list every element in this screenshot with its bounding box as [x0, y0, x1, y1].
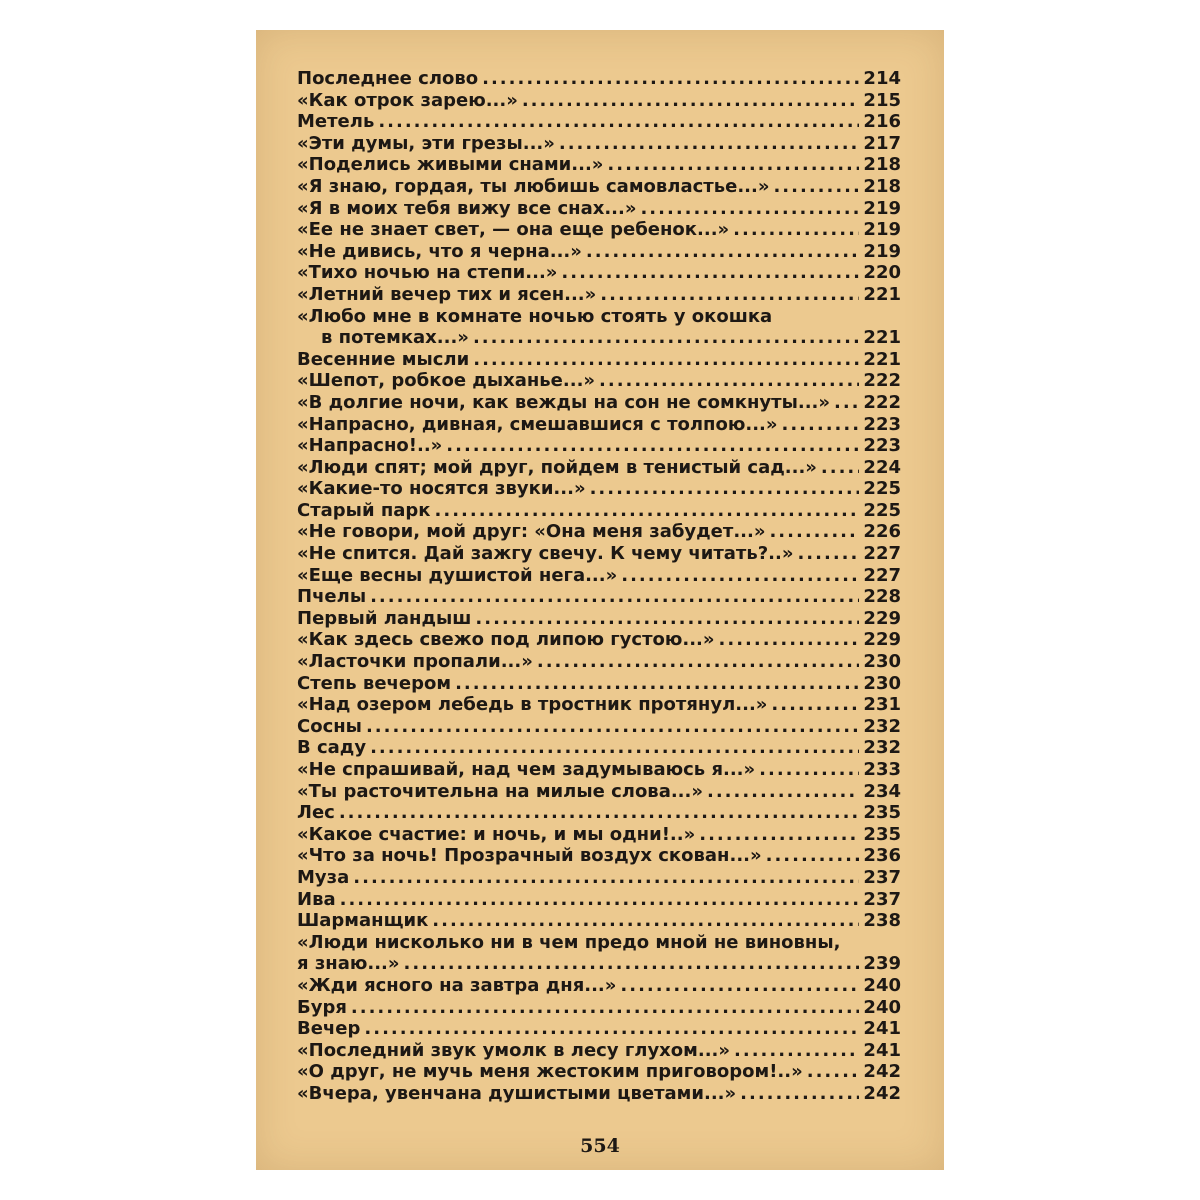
toc-entry: [297, 478, 901, 500]
toc-entry-title: Метель: [297, 111, 375, 133]
toc-entry-page-number: 223: [863, 435, 901, 457]
toc-entry-title: «Ласточки пропали...»: [297, 651, 533, 673]
toc-entry: [297, 500, 901, 522]
toc-entry-title: «Эти думы, эти грезы...»: [297, 132, 555, 154]
toc-entry: [297, 457, 901, 479]
toc-entry-page-number: 241: [863, 1039, 901, 1061]
dot-leader: [707, 781, 859, 803]
toc-entry-page-number: 227: [863, 543, 901, 565]
toc-entry: [297, 262, 901, 284]
toc-entry-title: «Любо мне в комнате ночью стоять у окошка: [297, 305, 773, 327]
toc-entry-page-number: 218: [863, 154, 901, 176]
toc-entry: [297, 521, 901, 543]
toc-entry-page-number: 222: [863, 391, 901, 413]
dot-leader: [600, 284, 859, 306]
dot-leader: [473, 327, 859, 349]
toc-entry-title: Последнее слово: [297, 68, 479, 89]
toc-entry-title: «Шепот, робкое дыханье...»: [297, 370, 596, 392]
toc-entry: [297, 694, 901, 716]
toc-entry-title: «Как здесь свежо под липою густою...»: [297, 629, 715, 651]
toc-entry-page-number: 215: [863, 89, 901, 111]
toc-entry: [297, 111, 901, 133]
book-page: [256, 30, 944, 1170]
dot-leader: [351, 997, 860, 1019]
toc-entry-page-number: 223: [863, 413, 901, 435]
toc-entry: [297, 737, 901, 759]
toc-entry-title: «Не спрашивай, над чем задумываюсь я...»: [297, 759, 756, 780]
toc-entry: [297, 198, 901, 220]
toc-entry-page-number: 230: [863, 672, 901, 694]
toc-entry-title-continuation: в потемках...»: [321, 327, 469, 349]
toc-entry-page-number: 229: [863, 607, 901, 629]
toc-entry: [297, 889, 901, 911]
toc-entry: [297, 1040, 901, 1062]
toc-entry-page-number: 240: [863, 996, 901, 1018]
toc-entry-page-number: 222: [863, 370, 901, 392]
toc-entry-page-number: 232: [863, 715, 901, 737]
toc-entry: [297, 370, 901, 392]
toc-entry-page-number: 225: [863, 478, 901, 500]
toc-entry-page-number: 236: [863, 845, 901, 867]
toc-entry-page-number: 234: [863, 780, 901, 802]
dot-leader: [586, 241, 860, 263]
toc-entry-title: «Жди ясного на завтра дня...»: [297, 974, 617, 996]
dot-leader: [435, 500, 860, 522]
dot-leader: [475, 608, 859, 630]
toc-entry-title: «Вчера, увенчана душистыми цветами...»: [297, 1082, 737, 1104]
toc-entry-title-continuation: я знаю...»: [297, 953, 400, 975]
toc-entry: [297, 392, 901, 414]
toc-entry-page-number: 235: [863, 802, 901, 824]
toc-entry-title: Старый парк: [297, 499, 431, 521]
dot-leader: [455, 673, 859, 695]
toc-entry-page-number: 231: [863, 694, 901, 716]
toc-entry: [297, 306, 901, 349]
toc-entry-title: Первый ландыш: [297, 607, 472, 629]
toc-entry: [297, 997, 901, 1019]
dot-leader: [599, 370, 859, 392]
toc-entry: [297, 154, 901, 176]
toc-entry: [297, 802, 901, 824]
toc-entry-title: Лес: [297, 802, 335, 824]
toc-entry-title: «Что за ночь! Прозрачный воздух скован...»: [297, 845, 762, 867]
dot-leader: [446, 435, 859, 457]
toc-entry-title: «В долгие ночи, как вежды на сон не сомкнуты...»: [297, 391, 830, 413]
toc-entry-page-number: 229: [863, 629, 901, 651]
toc-entry: [297, 133, 901, 155]
dot-leader: [620, 975, 859, 997]
dot-leader: [640, 198, 859, 220]
dot-leader: [366, 716, 859, 738]
toc-entry-title: Степь вечером: [297, 672, 452, 694]
dot-leader: [370, 737, 859, 759]
dot-leader: [771, 694, 859, 716]
toc-entry-title: «Какие-то носятся звуки...»: [297, 478, 586, 500]
toc-entry: [297, 414, 901, 436]
toc-entry-page-number: 242: [863, 1082, 901, 1104]
toc-entry-title: «Еще весны душистой нега...»: [297, 564, 618, 586]
dot-leader: [353, 867, 859, 889]
toc-entry-page-number: 228: [863, 586, 901, 608]
toc-entry-page-number: 216: [863, 111, 901, 133]
page-number: 554: [580, 1135, 620, 1157]
toc-entry: [297, 629, 901, 651]
toc-entry: [297, 910, 901, 932]
dot-leader: [759, 759, 859, 781]
toc-entry-page-number: 221: [863, 327, 901, 349]
dot-leader: [797, 543, 859, 565]
table-of-contents: [297, 68, 901, 1105]
toc-entry-page-number: 233: [863, 759, 901, 780]
toc-entry: [297, 435, 901, 457]
toc-entry: [297, 651, 901, 673]
dot-leader: [559, 133, 860, 155]
toc-entry-page-number: 219: [863, 219, 901, 241]
toc-entry: [297, 543, 901, 565]
toc-entry-title: «Над озером лебедь в тростник протянул...»: [297, 694, 768, 716]
dot-leader: [807, 1061, 860, 1083]
dot-leader: [733, 219, 859, 241]
toc-entry-page-number: 230: [863, 651, 901, 673]
toc-entry-title: «Люди спят; мой друг, пойдем в тенистый сад...»: [297, 456, 817, 478]
toc-entry-title: «Я в моих тебя вижу все снах...»: [297, 197, 637, 219]
toc-entry-page-number: 220: [863, 262, 901, 284]
toc-entry-page-number: 219: [863, 240, 901, 262]
toc-entry: [297, 932, 901, 975]
toc-entry-page-number: 214: [863, 68, 901, 89]
toc-entry-title: Вечер: [297, 1018, 361, 1040]
toc-entry-title: «О друг, не мучь меня жестоким приговором!..»: [297, 1061, 803, 1083]
toc-entry: [297, 284, 901, 306]
toc-entry-title: Ива: [297, 888, 336, 910]
dot-leader: [769, 521, 859, 543]
toc-entry-title: «Не говори, мой друг: «Она меня забудет...»: [297, 521, 766, 543]
toc-entry: [297, 219, 901, 241]
toc-entry-title: «Напрасно, дивная, смешавшися с толпою...»: [297, 413, 778, 435]
toc-entry-title: «Я знаю, гордая, ты любишь самовластье...»: [297, 175, 770, 197]
toc-entry: [297, 824, 901, 846]
dot-leader: [339, 802, 860, 824]
dot-leader: [473, 349, 859, 371]
toc-entry-page-number: 221: [863, 283, 901, 305]
toc-entry-page-number: 227: [863, 564, 901, 586]
toc-entry-page-number: 242: [863, 1061, 901, 1083]
toc-entry-title: «Какое счастие: и ночь, и мы одни!..»: [297, 823, 696, 845]
toc-entry-title: «Люди нисколько ни в чем предо мной не виновны,: [297, 931, 841, 953]
toc-entry-title: Муза: [297, 866, 350, 888]
dot-leader: [740, 1083, 859, 1105]
toc-entry-title: В саду: [297, 737, 367, 759]
toc-entry: [297, 608, 901, 630]
toc-entry-page-number: 221: [863, 348, 901, 370]
toc-entry-title: «Ты расточительна на милые слова...»: [297, 780, 703, 802]
dot-leader: [621, 565, 859, 587]
toc-entry-title: Пчелы: [297, 586, 367, 608]
dot-leader: [432, 910, 859, 932]
toc-entry: [297, 349, 901, 371]
toc-entry-title: Шарманщик: [297, 910, 429, 932]
toc-entry-page-number: 225: [863, 499, 901, 521]
toc-entry: [297, 241, 901, 263]
dot-leader: [561, 262, 859, 284]
dot-leader: [482, 68, 859, 90]
toc-entry-page-number: 235: [863, 823, 901, 845]
dot-leader: [590, 478, 860, 500]
dot-leader: [364, 1018, 859, 1040]
toc-entry-title: «Ее не знает свет, — она еще ребенок...»: [297, 219, 730, 241]
dot-leader: [699, 824, 859, 846]
toc-entry-title: «Поделись живыми снами...»: [297, 154, 604, 176]
dot-leader: [522, 90, 860, 112]
toc-entry: [297, 90, 901, 112]
toc-entry-page-number: 218: [863, 175, 901, 197]
dot-leader: [782, 414, 860, 436]
dot-leader: [821, 457, 860, 479]
toc-entry-title: «Как отрок зарею...»: [297, 89, 518, 111]
dot-leader: [834, 392, 859, 414]
dot-leader: [766, 845, 860, 867]
toc-entry-page-number: 232: [863, 737, 901, 759]
toc-entry-page-number: 238: [863, 910, 901, 932]
toc-entry: [297, 1018, 901, 1040]
toc-entry: [297, 781, 901, 803]
toc-entry: [297, 867, 901, 889]
toc-entry: [297, 586, 901, 608]
dot-leader: [378, 111, 859, 133]
dot-leader: [404, 953, 860, 975]
toc-entry: [297, 1061, 901, 1083]
toc-entry: [297, 975, 901, 997]
toc-entry-title: «Не спится. Дай зажгу свечу. К чему читать?..»: [297, 543, 794, 565]
toc-entry-page-number: 224: [863, 456, 901, 478]
toc-entry-page-number: 219: [863, 197, 901, 219]
dot-leader: [370, 586, 859, 608]
toc-entry-page-number: 240: [863, 974, 901, 996]
toc-entry-page-number: 217: [863, 132, 901, 154]
dot-leader: [719, 629, 860, 651]
toc-entry: [297, 565, 901, 587]
toc-entry-title: «Последний звук умолк в лесу глухом...»: [297, 1039, 731, 1061]
toc-entry: [297, 68, 901, 90]
toc-entry: [297, 1083, 901, 1105]
toc-entry-title: «Летний вечер тих и ясен...»: [297, 283, 597, 305]
toc-entry-page-number: 241: [863, 1018, 901, 1040]
toc-entry: [297, 845, 901, 867]
toc-entry-title: «Напрасно!..»: [297, 435, 443, 457]
dot-leader: [537, 651, 860, 673]
toc-entry-title: «Тихо ночью на степи...»: [297, 262, 558, 284]
toc-entry-title: Сосны: [297, 715, 362, 737]
toc-entry: [297, 176, 901, 198]
dot-leader: [734, 1040, 859, 1062]
toc-entry-page-number: 237: [863, 866, 901, 888]
toc-entry-title: «Не дивись, что я черна...»: [297, 240, 582, 262]
toc-entry: [297, 716, 901, 738]
toc-entry: [297, 759, 901, 781]
toc-entry-title: Весенние мысли: [297, 348, 470, 370]
toc-entry-page-number: 226: [863, 521, 901, 543]
dot-leader: [773, 176, 859, 198]
toc-entry: [297, 673, 901, 695]
toc-entry-page-number: 239: [863, 953, 901, 975]
dot-leader: [607, 154, 859, 176]
toc-entry-page-number: 237: [863, 888, 901, 910]
toc-entry-title: Буря: [297, 996, 347, 1018]
dot-leader: [340, 889, 860, 911]
